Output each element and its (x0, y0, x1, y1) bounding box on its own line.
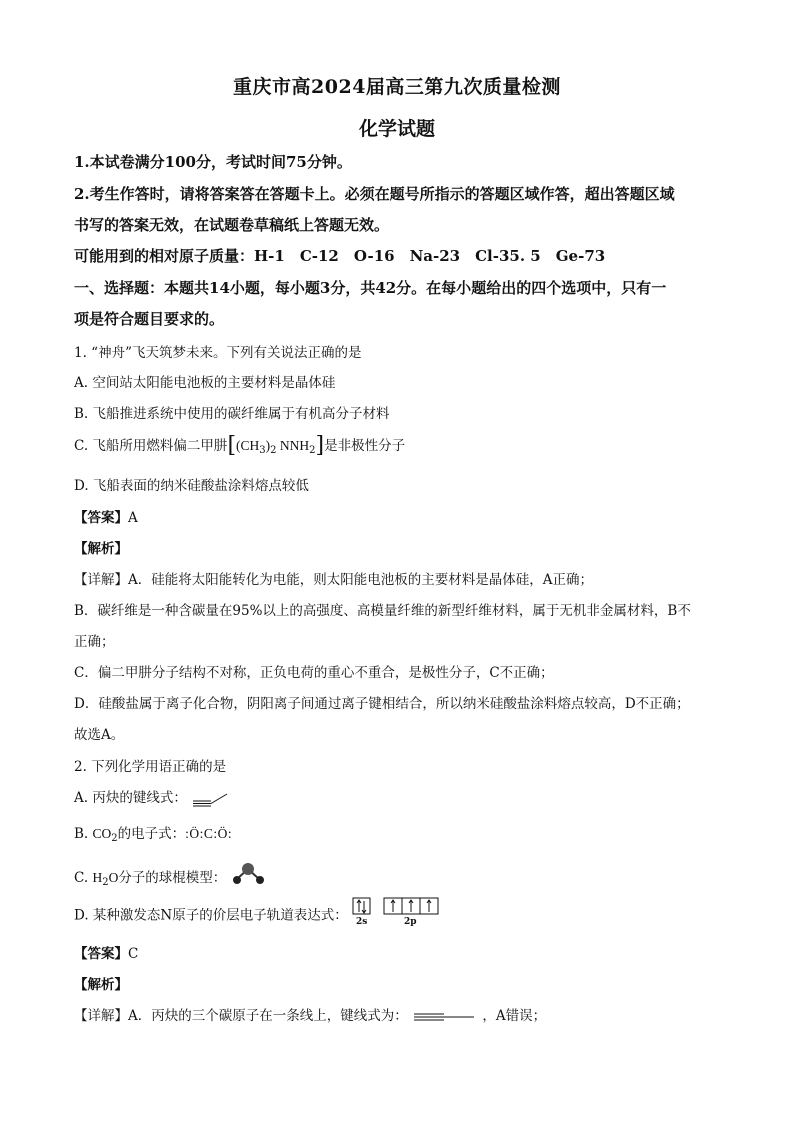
q2-option-a (74, 786, 231, 807)
subscript: 2 (270, 445, 277, 456)
formula-o: O (108, 870, 119, 885)
q1-option-c (74, 433, 405, 458)
orbital-label-2s: 2s (356, 917, 368, 927)
answer-value: A (128, 510, 138, 526)
q1-option-d: D. 飞船表面的纳米硅酸盐涂料熔点较低 (74, 478, 309, 494)
q2-detail-1-suffix: ，A错误； (482, 1008, 547, 1024)
answer-label: 【答案】 (74, 946, 128, 962)
page-title: 重庆市高2024届高三第九次质量检测 (233, 76, 561, 98)
note-2: 2.考生作答时，请将答案答在答题卡上。必须在题号所指示的答题区域作答，超出答题区域 (74, 185, 675, 203)
water-ball-stick-model (231, 862, 267, 886)
q1-detail-4: C．偏二甲肼分子结构不对称，正负电荷的重心不重合，是极性分子，C不正确； (74, 665, 554, 681)
atomic-mass-note: 可能用到的相对原子质量：H-1 C-12 O-16 Na-23 Cl-35. 5 Ge-73 (74, 247, 606, 265)
formula-h: H (92, 870, 103, 885)
page-subtitle: 化学试题 (358, 118, 435, 140)
subscript: 2 (102, 877, 109, 888)
q1-option-c-suffix: 是非极性分子 (324, 438, 406, 454)
subscript: 3 (259, 445, 266, 456)
q2-analysis-label: 【解析】 (74, 977, 128, 993)
q2-option-b (74, 822, 232, 842)
bracket-close: ] (315, 433, 325, 458)
q2-option-a-text: A. 丙炔的键线式： (74, 790, 187, 806)
q2-detail-1-prefix: 【详解】A．丙炔的三个碳原子在一条线上，键线式为： (74, 1008, 408, 1024)
q1-analysis-label: 【解析】 (74, 541, 128, 557)
subscript: 2 (111, 833, 118, 844)
q2-option-b-suffix: 的电子式： (117, 826, 186, 842)
q1-answer (74, 506, 138, 526)
q1-detail-6: 故选A。 (74, 727, 125, 743)
q1-detail-5: D．硅酸盐属于离子化合物，阴阳离子间通过离子键相结合，所以纳米硅酸盐涂料熔点较高，D不正确； (74, 696, 690, 712)
section-heading-1: 一、选择题：本题共14小题，每小题3分，共42分。在每小题给出的四个选项中，只有一 (74, 279, 667, 297)
q2-stem: 2. 下列化学用语正确的是 (74, 759, 227, 775)
q1-detail-3: 正确； (74, 634, 115, 650)
orbital-label-2p: 2p (404, 917, 417, 927)
formula-part: NNH (276, 438, 310, 453)
q2-option-d-text: D. 某种激发态N原子的价层电子轨道表达式： (74, 907, 348, 924)
q1-detail-1: 【详解】A．硅能将太阳能转化为电能，则太阳能电池板的主要材料是晶体硅，A正确； (74, 572, 593, 588)
answer-value: C (128, 946, 139, 962)
q1-option-c-prefix: C. 飞船所用燃料偏二甲肼 (74, 438, 228, 454)
orbital-diagram (352, 901, 442, 931)
q1-option-b: B. 飞船推进系统中使用的碳纤维属于有机高分子材料 (74, 406, 390, 422)
q2-option-d (74, 901, 442, 931)
orbital-boxes-figure (352, 897, 442, 917)
answer-label: 【答案】 (74, 510, 128, 526)
propyne-skeletal-figure (191, 791, 231, 807)
q1-detail-2: B．碳纤维是一种含碳量在95%以上的高强度、高模量纤维的新型纤维材料，属于无机非金属材料，B不 (74, 603, 691, 619)
q2-option-c (74, 862, 267, 886)
q2-detail-1 (74, 1004, 546, 1024)
note-2-cont: 书写的答案无效，在试题卷草稿纸上答题无效。 (74, 216, 390, 234)
q2-option-b-prefix: B. (74, 826, 93, 842)
section-heading-2: 项是符合题目要求的。 (74, 310, 225, 328)
q2-option-c-suffix: 分子的球棍模型： (118, 870, 227, 886)
q2-option-c-prefix: C. (74, 870, 93, 886)
bracket-open: [ (227, 433, 237, 458)
formula-part: (CH (236, 438, 260, 453)
q1-stem: 1. “神舟”飞天筑梦未来。下列有关说法正确的是 (74, 345, 362, 361)
formula-co: CO (92, 826, 112, 841)
co2-lewis-structure: :Ö:C:Ö: (185, 826, 233, 841)
q2-answer (74, 942, 138, 962)
formula-close-paren: ) (265, 438, 271, 453)
subscript: 2 (309, 445, 316, 456)
note-1: 1.本试卷满分100分，考试时间75分钟。 (74, 153, 352, 171)
propyne-linear-figure (412, 1011, 478, 1023)
q1-option-a: A. 空间站太阳能电池板的主要材料是晶体硅 (74, 375, 336, 391)
